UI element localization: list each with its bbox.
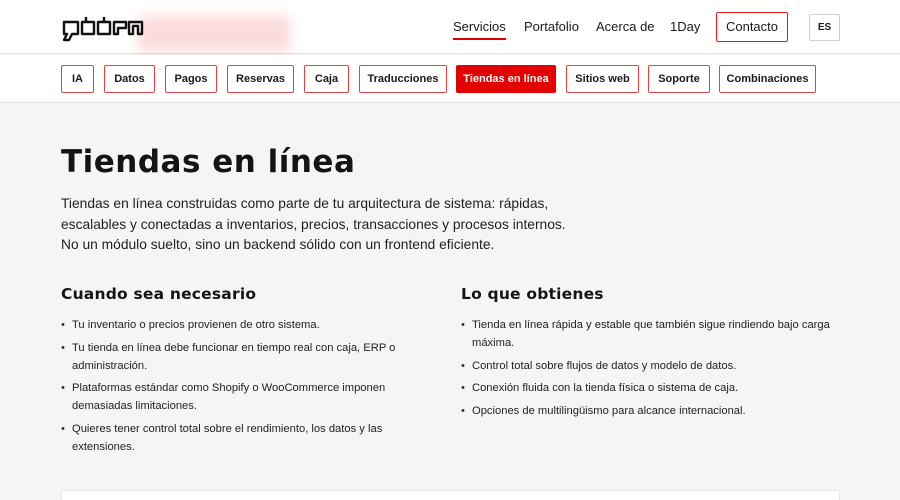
tab-sitios-web[interactable]: Sitios web (566, 65, 639, 93)
what-you-get-heading: Lo que obtienes (461, 285, 604, 303)
list-item: • Tienda en línea rápida y estable que también sigue rindiendo bajo carga máxima. (461, 316, 851, 352)
tab-ia[interactable]: IA (61, 65, 94, 93)
list-item: • Control total sobre flujos de datos y modelo de datos. (461, 357, 851, 375)
tab-tiendas-en-linea[interactable]: Tiendas en línea (456, 65, 556, 93)
intro-paragraph: Tiendas en línea construidas como parte de tu arquitectura de sistema: rápidas, escalables y conectadas a inventarios, precios, transacciones y procesos internos. No un módulo suelto, sino un backend sólido con un frontend eficiente. (61, 196, 566, 252)
tab-traducciones[interactable]: Traducciones (359, 65, 447, 93)
service-tabs (0, 55, 900, 103)
tab-caja[interactable]: Caja (304, 65, 349, 93)
language-switcher[interactable]: ES (809, 14, 840, 41)
page-title: Tiendas en línea (61, 144, 356, 180)
list-item: • Tu tienda en línea debe funcionar en tiempo real con caja, ERP o administración. (61, 339, 411, 375)
tab-datos[interactable]: Datos (104, 65, 155, 93)
when-needed-list (61, 316, 411, 460)
tab-soporte[interactable]: Soporte (648, 65, 710, 93)
nav-1day[interactable]: 1Day (670, 19, 701, 34)
nav-portafolio[interactable]: Portafolio (524, 19, 579, 34)
next-section-card (61, 490, 840, 500)
list-item: • Opciones de multilingüismo para alcance internacional. (461, 402, 851, 420)
contact-button[interactable]: Contacto (716, 12, 788, 42)
nav-servicios[interactable]: Servicios (453, 19, 506, 34)
list-item: • Plataformas estándar como Shopify o WooCommerce imponen demasiadas limitaciones. (61, 379, 411, 415)
site-header (0, 0, 900, 54)
when-needed-heading: Cuando sea necesario (61, 285, 257, 303)
list-item: • Quieres tener control total sobre el rendimiento, los datos y las extensiones. (61, 420, 411, 456)
tab-reservas[interactable]: Reservas (227, 65, 294, 93)
tab-combinaciones[interactable]: Combinaciones (719, 65, 816, 93)
nav-acerca-de[interactable]: Acerca de (596, 19, 655, 34)
tab-pagos[interactable]: Pagos (165, 65, 217, 93)
list-item: • Tu inventario o precios provienen de otro sistema. (61, 316, 411, 334)
list-item: • Conexión fluida con la tienda física o sistema de caja. (461, 379, 851, 397)
what-you-get-list (461, 316, 851, 424)
main-nav (0, 0, 900, 54)
